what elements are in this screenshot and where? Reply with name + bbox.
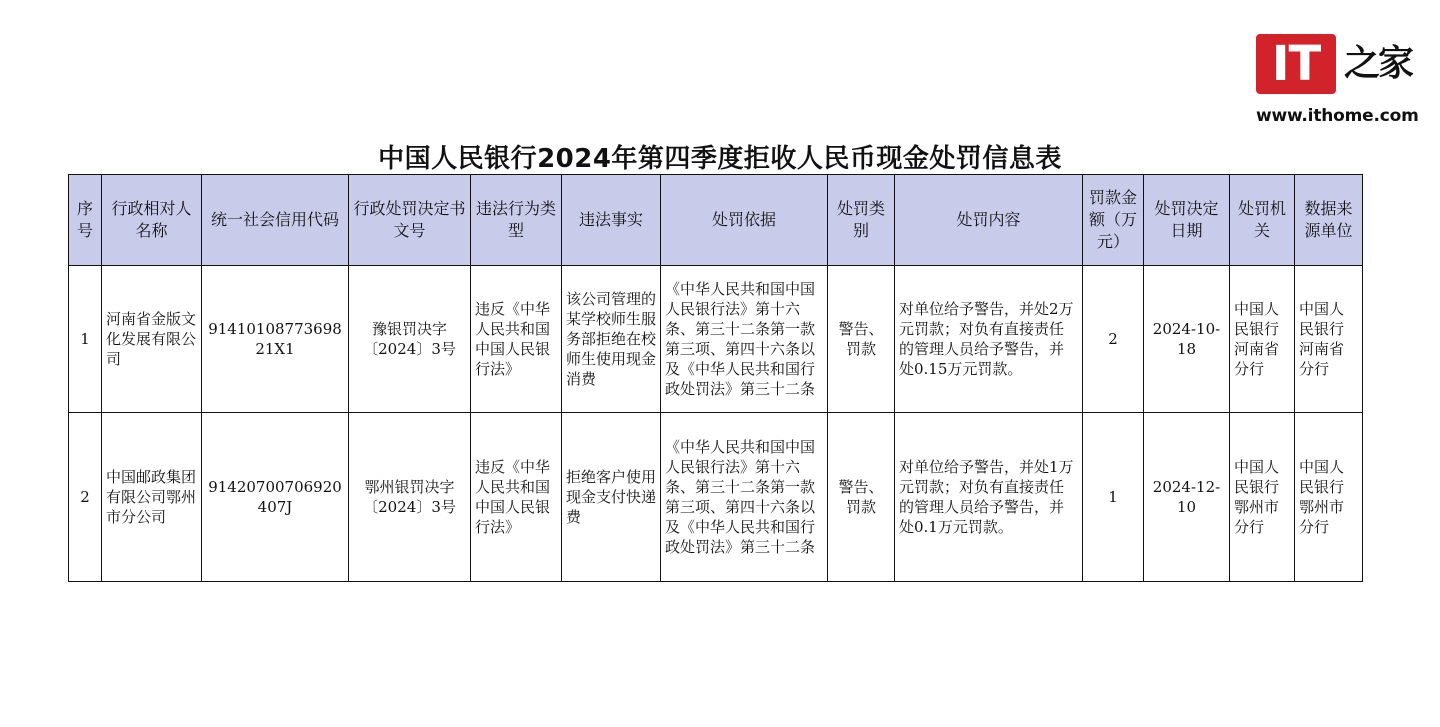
table-header-row [69,175,1363,266]
cell-content: 对单位给予警告，并处2万元罚款；对负有直接责任的管理人员给予警告，并处0.15万元罚款。 [895,266,1083,413]
header-name: 行政相对人名称 [102,175,202,266]
cell-date: 2024-12-10 [1144,413,1230,582]
cell-violation-type: 违反《中华人民共和国中国人民银行法》 [471,413,562,582]
cell-category: 警告、罚款 [828,413,895,582]
header-facts: 违法事实 [562,175,661,266]
cell-seq: 2 [69,413,102,582]
header-category: 处罚类别 [828,175,895,266]
cell-decision-no: 鄂州银罚决字〔2024〕3号 [349,413,471,582]
cell-facts: 拒绝客户使用现金支付快递费 [562,413,661,582]
cell-authority: 中国人民银行鄂州市分行 [1230,413,1295,582]
cell-violation-type: 违反《中华人民共和国中国人民银行法》 [471,266,562,413]
page-title: 中国人民银行2024年第四季度拒收人民币现金处罚信息表 [378,144,1062,174]
cell-date: 2024-10-18 [1144,266,1230,413]
penalty-info-table [68,174,1363,582]
header-seq: 序号 [69,175,102,266]
cell-decision-no: 豫银罚决字〔2024〕3号 [349,266,471,413]
header-basis: 处罚依据 [661,175,828,266]
header-content: 处罚内容 [895,175,1083,266]
cell-basis: 《中华人民共和国中国人民银行法》第十六条、第三十二条第一款第三项、第四十六条以及《中华人民共和国行政处罚法》第三十二条 [661,266,828,413]
cell-category: 警告、罚款 [828,266,895,413]
header-violation-type: 违法行为类型 [471,175,562,266]
cell-facts: 该公司管理的某学校师生服务部拒绝在校师生使用现金消费 [562,266,661,413]
watermark-url: www.ithome.com [1256,106,1419,126]
cell-content: 对单位给予警告，并处1万元罚款；对负有直接责任的管理人员给予警告，并处0.1万元罚款。 [895,413,1083,582]
header-date: 处罚决定日期 [1144,175,1230,266]
cell-source: 中国人民银行鄂州市分行 [1295,413,1363,582]
header-source: 数据来源单位 [1295,175,1363,266]
header-credit-code: 统一社会信用代码 [202,175,349,266]
ithome-watermark-logo [1256,34,1426,130]
header-decision-no: 行政处罚决定书文号 [349,175,471,266]
cell-name: 河南省金版文化发展有限公司 [102,266,202,413]
cell-name: 中国邮政集团有限公司鄂州市分公司 [102,413,202,582]
cell-credit-code: 91420700706920407J [202,413,349,582]
header-amount: 罚款金额（万元） [1083,175,1144,266]
cell-basis: 《中华人民共和国中国人民银行法》第十六条、第三十二条第一款第三项、第四十六条以及《中华人民共和国行政处罚法》第三十二条 [661,413,828,582]
cell-amount: 2 [1083,266,1144,413]
cell-seq: 1 [69,266,102,413]
logo-wordmark: 之家 [1344,43,1413,84]
cell-amount: 1 [1083,413,1144,582]
header-authority: 处罚机关 [1230,175,1295,266]
it-badge: IT [1256,34,1336,94]
table-row [69,413,1363,582]
cell-authority: 中国人民银行河南省分行 [1230,266,1295,413]
cell-source: 中国人民银行河南省分行 [1295,266,1363,413]
cell-credit-code: 9141010877369821X1 [202,266,349,413]
table-row [69,266,1363,413]
